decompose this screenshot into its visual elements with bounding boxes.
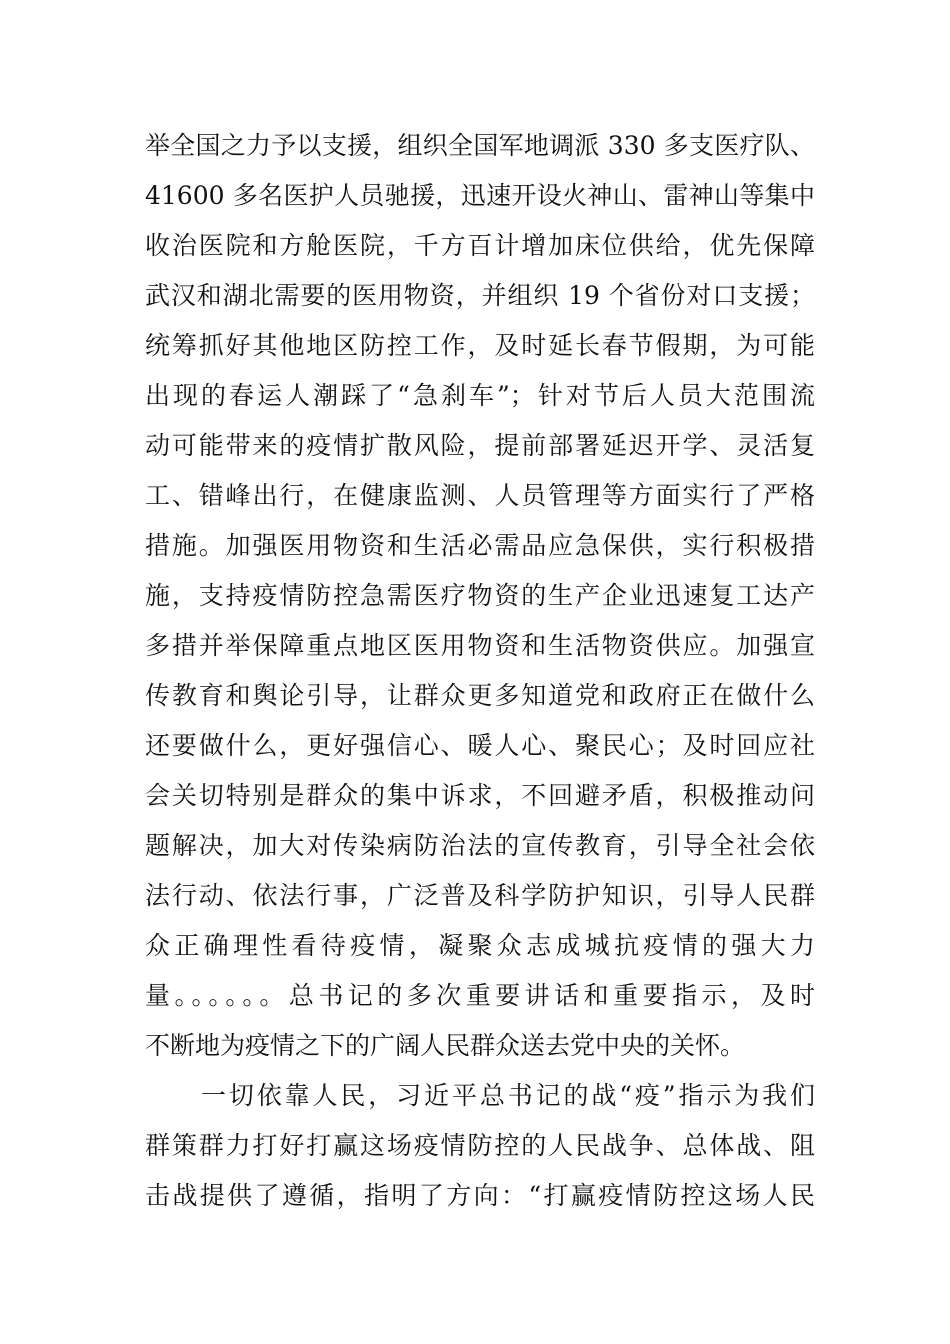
text-line: 动可能带来的疫情扩散风险，提前部署延迟开学、灵活复: [145, 431, 815, 460]
body-text: [145, 121, 815, 1221]
text-line: 众正确理性看待疫情，凝聚众志成城抗疫情的强大力: [145, 931, 815, 960]
text-line: 还要做什么，更好强信心、暖人心、聚民心；及时回应社: [145, 731, 815, 760]
text-line: 收治医院和方舱医院，千方百计增加床位供给，优先保障: [145, 231, 815, 260]
text-line: 击战提供了遵循，指明了方向：“打赢疫情防控这场人民: [145, 1181, 815, 1210]
text-line: 工、错峰出行，在健康监测、人员管理等方面实行了严格: [145, 481, 815, 510]
text-line: 会关切特别是群众的集中诉求，不回避矛盾，积极推动问: [145, 781, 815, 810]
text-line: 41600 多名医护人员驰援，迅速开设火神山、雷神山等集中: [145, 181, 815, 210]
paragraph-start-line: 一切依靠人民，习近平总书记的战“疫”指示为我们: [201, 1081, 815, 1110]
text-line: 施，支持疫情防控急需医疗物资的生产企业迅速复工达产: [145, 581, 815, 610]
paragraph-end-line: 不断地为疫情之下的广阔人民群众送去党中央的关怀。: [145, 1031, 746, 1060]
text-line: 多措并举保障重点地区医用物资和生活物资供应。加强宣: [145, 631, 815, 660]
text-line: 题解决，加大对传染病防治法的宣传教育，引导全社会依: [145, 831, 815, 860]
text-line: 群策群力打好打赢这场疫情防控的人民战争、总体战、阻: [145, 1131, 815, 1160]
text-line: 武汉和湖北需要的医用物资，并组织 19 个省份对口支援；: [145, 281, 815, 310]
text-line: 量。。。。。。总书记的多次重要讲话和重要指示，及时: [145, 981, 815, 1010]
text-line: 出现的春运人潮踩了“急刹车”；针对节后人员大范围流: [145, 381, 815, 410]
text-line: 措施。加强医用物资和生活必需品应急保供，实行积极措: [145, 531, 815, 560]
text-line: 法行动、依法行事，广泛普及科学防护知识，引导人民群: [145, 881, 815, 910]
text-line: 举全国之力予以支援，组织全国军地调派 330 多支医疗队、: [145, 131, 815, 160]
text-line: 统筹抓好其他地区防控工作，及时延长春节假期，为可能: [145, 331, 815, 360]
text-line: 传教育和舆论引导，让群众更多知道党和政府正在做什么: [145, 681, 815, 710]
